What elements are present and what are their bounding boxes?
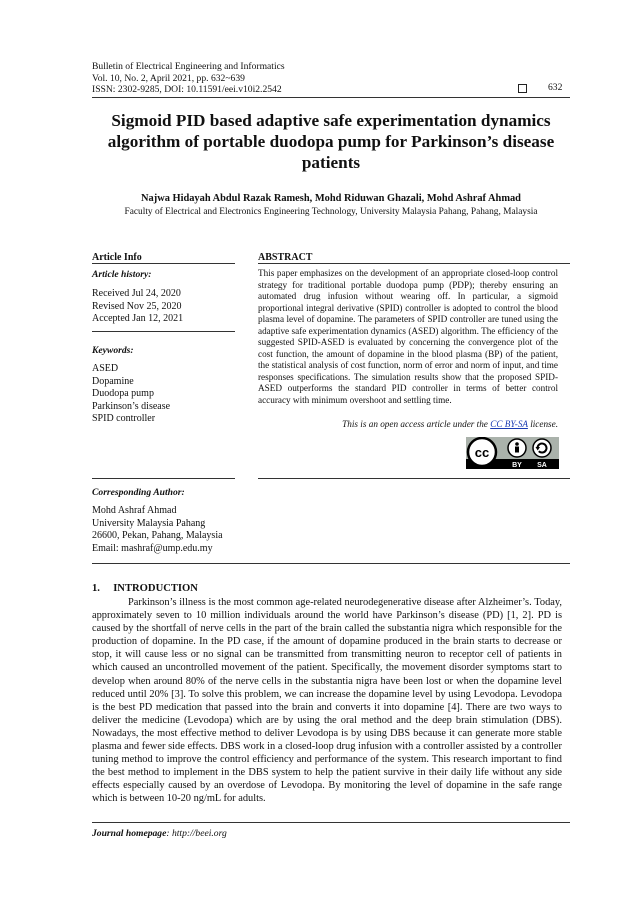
corresponding-label: Corresponding Author: [92,487,185,498]
abstract-rule [258,263,570,264]
article-info-heading: Article Info [92,252,142,263]
homepage-label: Journal homepage [92,828,167,839]
license-suffix: license. [527,419,558,429]
keywords-label: Keywords: [92,345,134,356]
article-history-label: Article history: [92,269,152,280]
keyword-item: Parkinson’s disease [92,400,171,412]
introduction-paragraph: Parkinson’s illness is the most common age-related neurodegenerative disease after Alzheimer’s. Today, approximately seven to 10 million individuals around the world have Parkinson’s disease (PD) [1, 2]. PD is caused by the shortfall of nerve cells in the part of the brain called the substantia nigra which responsible for the production of dopamine. In the PD case, if the amount of dopamine produced in the brain starts to decrease or stop, it will cause less or no signal can be transmitted from transmitting neuron to receptor cell of patients in which caused an uncontrolled movement of the patient. Specifically, the movement disorder symptoms start to develop when around 80% of the nerve cells in the substantia nigra have been lost or when the dopamine level reduced until 20% [3]. To solve this problem, we can increase the dopamine level by using Levodopa. Levodopa is the best PD medication that passed into the brain and converts it into dopamine [4]. There are two ways to deliver the medicine (Levodopa) which are by using the oral method and the deep brain stimulation (DBS). Nowadays, the most effective method to deliver Levodopa is by using DBS because it can generate more stable plasma and fewer side effects. DBS work in a closed-loop drug infusion with a controller assisted by a controller tuning method to improve the control efficiency and performance of the system. This research important to find the best method to implement in the DBS system to help the patient survive in their daily life without any side effects especially caused by an overdose of Levodopa. By monitoring the level of dopamine in the safe range which is between 10-20 ng/mL for adults. [92,597,562,805]
page-box-icon [518,84,527,93]
paper-affiliation: Faculty of Electrical and Electronics Engineering Technology, University Malaysia Pahang, Pahang, Malaysia [124,207,538,217]
paper-title: Sigmoid PID based adaptive safe experimentation dynamics algorithm of portable duodopa pump for Parkinson’s disease patients [107,111,555,172]
introduction-heading [92,583,198,594]
keyword-item: SPID controller [92,413,156,425]
by-label: BY [512,462,522,469]
license-line [258,419,558,429]
keywords-rule [92,331,235,332]
journal-name: Bulletin of Electrical Engineering and Informatics [92,61,285,72]
corresponding-details [92,505,223,555]
corresponding-email: Email: mashraf@ump.edu.my [92,542,213,554]
introduction-heading-text: 1. INTRODUCTION [92,583,198,594]
issn-line: ISSN: 2302-9285, DOI: 10.11591/eei.v10i2.2542 [92,84,282,95]
corresponding-address: 26600, Pekan, Pahang, Malaysia [92,530,223,542]
page-number: 632 [548,82,563,93]
front-matter-rule [92,563,570,564]
keyword-item: Dopamine [92,375,134,387]
abstract-heading: ABSTRACT [258,252,313,263]
cc-by-sa-badge-icon [466,437,559,469]
homepage-url[interactable]: : http://beei.org [166,828,227,839]
keywords-list [92,363,170,426]
corresponding-institution: University Malaysia Pahang [92,517,206,529]
header-rule [92,97,570,98]
abstract-text: This paper emphasizes on the development of an appropriate closed-loop control strategy for traditional portable duodopa pump (PDP); thereby ensuring an automated drug infusion without wearing off. In particular, a sigmoid proportional integral derivative (SPID) controller is adopted to control the blood plasma level of dopamine. The parameters of SPID controller are tuned using the adaptive safe experimentation dynamics (ASED) algorithm. The efficiency of the suggested SPID-ASED is evaluated by concerning the convergence plot of the cost function, the amount of dopamine in the blood plasma (BP) of the patient, the statistical analysis of cost function, norm of error and norm of input, and time responses specifications. The simulation results show that the proposed SPID-ASED outperforms the standard PID controller in terms of better control accuracy with minimum overshoot and settling time. [258,268,558,405]
share-alike-icon [533,439,551,457]
keyword-item: Duodopa pump [92,388,154,400]
corresponding-name: Mohd Ashraf Ahmad [92,505,177,516]
license-prefix: This is an open access article under the [342,419,491,429]
introduction-body [92,596,562,806]
corresponding-rule-left [92,478,235,479]
corresponding-rule-right [258,478,570,479]
history-accepted: Accepted Jan 12, 2021 [92,313,184,325]
history-received: Received Jul 24, 2020 [92,288,181,299]
cc-badge-text: cc [474,445,490,460]
history-revised: Revised Nov 25, 2020 [92,300,182,312]
article-info-rule [92,263,235,264]
footer-rule [92,822,570,823]
sa-label: SA [537,462,547,469]
paper-authors: Najwa Hidayah Abdul Razak Ramesh, Mohd Riduwan Ghazali, Mohd Ashraf Ahmad [141,193,521,204]
article-history-list [92,288,183,326]
journal-homepage [92,828,227,839]
keyword-item: ASED [92,363,119,374]
volume-line: Vol. 10, No. 2, April 2021, pp. 632~639 [92,73,245,84]
cc-by-sa-link[interactable]: CC BY-SA [490,419,528,429]
